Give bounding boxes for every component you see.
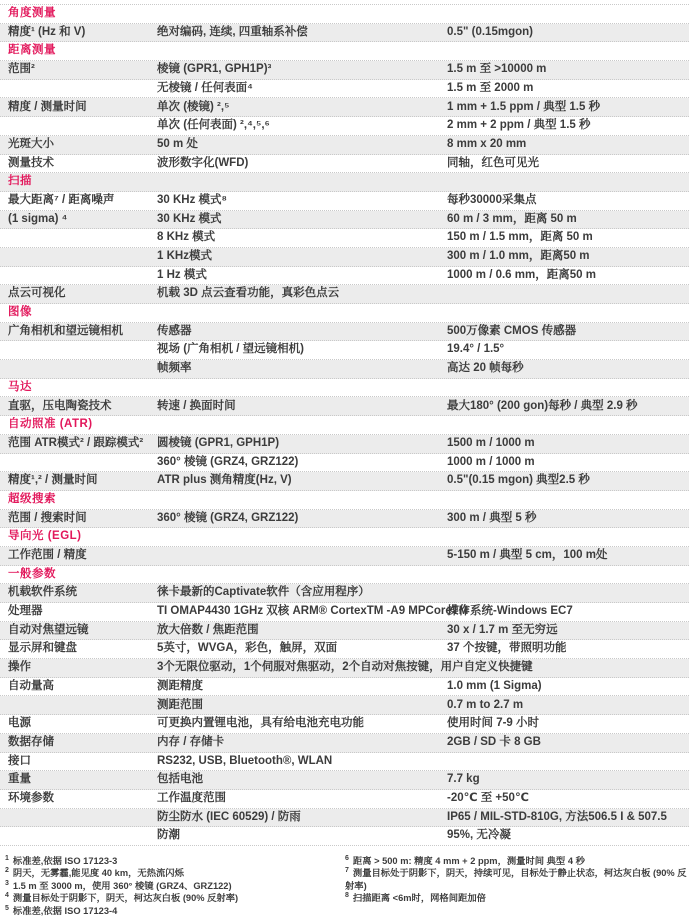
row-value: 60 m / 3 mm，距离 50 m bbox=[447, 212, 577, 225]
row-sublabel: RS232, USB, Bluetooth®, WLAN bbox=[157, 754, 333, 767]
row-label: 精度¹,² / 测量时间 bbox=[8, 474, 98, 487]
row-sublabel: 8 KHz 模式 bbox=[157, 231, 216, 244]
table-row bbox=[0, 192, 689, 211]
table-row bbox=[0, 24, 689, 43]
footnote-text: 测量目标处于阴影下，阴天，持续可见，目标处于静止状态，柯达灰白板 (90% 反射率) bbox=[345, 868, 687, 891]
row-value: 7.7 kg bbox=[447, 773, 480, 786]
row-value: 8 mm x 20 mm bbox=[447, 137, 527, 150]
row-sublabel: 机载 3D 点云查看功能，真彩色点云 bbox=[157, 287, 340, 300]
row-label: 电源 bbox=[8, 717, 31, 730]
row-sublabel: 测距精度 bbox=[157, 679, 203, 692]
footnote bbox=[5, 905, 335, 917]
row-value: 0.7 m to 2.7 m bbox=[447, 698, 524, 711]
row-value: IP65 / MIL-STD-810G, 方法506.5 I & 507.5 bbox=[447, 810, 667, 823]
table-row bbox=[0, 753, 689, 772]
row-sublabel: 包括电池 bbox=[157, 773, 203, 786]
section-header-row bbox=[0, 173, 689, 192]
row-value: 500万像素 CMOS 传感器 bbox=[447, 324, 577, 337]
footnote-marker: 1 bbox=[5, 854, 9, 862]
row-value: 300 m / 1.0 mm，距离50 m bbox=[447, 250, 590, 263]
row-value: 1 mm + 1.5 ppm / 典型 1.5 秒 bbox=[447, 100, 601, 113]
row-sublabel: 1 KHz模式 bbox=[157, 250, 212, 263]
section-title: 导向光 (EGL) bbox=[8, 530, 82, 543]
row-sublabel: 测距范围 bbox=[157, 698, 203, 711]
row-value: 150 m / 1.5 mm，距离 50 m bbox=[447, 231, 593, 244]
table-row bbox=[0, 510, 689, 529]
row-sublabel: 1 Hz 模式 bbox=[157, 268, 207, 281]
row-value: 1.5 m 至 2000 m bbox=[447, 81, 534, 94]
row-label: 自动量高 bbox=[8, 679, 54, 692]
row-value: 1000 m / 0.6 mm，距离50 m bbox=[447, 268, 596, 281]
row-label: 接口 bbox=[8, 754, 31, 767]
footnote bbox=[5, 880, 335, 893]
row-label: 环境参数 bbox=[8, 791, 54, 804]
row-value: 95%, 无冷凝 bbox=[447, 829, 511, 842]
table-row bbox=[0, 454, 689, 473]
footnote-marker: 5 bbox=[5, 904, 9, 912]
section-header-row bbox=[0, 304, 689, 323]
table-row bbox=[0, 809, 689, 828]
row-sublabel: 单次 (棱镜) ²,⁵ bbox=[157, 100, 230, 113]
row-value: -20℃ 至 +50℃ bbox=[447, 791, 529, 804]
table-row bbox=[0, 696, 689, 715]
section-title: 一般参数 bbox=[8, 567, 56, 580]
table-row bbox=[0, 435, 689, 454]
row-value: 高达 20 帧每秒 bbox=[447, 362, 524, 375]
footnote-marker: 8 bbox=[345, 892, 349, 900]
row-value: 19.4° / 1.5° bbox=[447, 343, 505, 356]
row-sublabel: 绝对编码, 连续, 四重轴系补偿 bbox=[157, 25, 308, 38]
row-value: 2GB / SD 卡 8 GB bbox=[447, 735, 541, 748]
row-sublabel: 30 KHz 模式 bbox=[157, 212, 222, 225]
row-label: 广角相机和望远镜相机 bbox=[8, 324, 123, 337]
table-row bbox=[0, 61, 689, 80]
footnote bbox=[345, 867, 688, 892]
footnote-marker: 3 bbox=[5, 879, 9, 887]
row-label: 处理器 bbox=[8, 605, 43, 618]
row-value: 300 m / 典型 5 秒 bbox=[447, 511, 537, 524]
section-header-row bbox=[0, 566, 689, 585]
row-label: 范围² bbox=[8, 63, 35, 76]
row-value: 使用时间 7-9 小时 bbox=[447, 717, 540, 730]
footnote bbox=[345, 892, 688, 905]
row-label: 精度 / 测量时间 bbox=[8, 100, 87, 113]
table-row bbox=[0, 659, 689, 678]
row-value: 每秒30000采集点 bbox=[447, 193, 537, 206]
table-row bbox=[0, 397, 689, 416]
row-value: 同轴，红色可见光 bbox=[447, 156, 539, 169]
row-label: 点云可视化 bbox=[8, 287, 66, 300]
footnote-text: 1.5 m 至 3000 m，使用 360° 棱镜 (GRZ4、GRZ122) bbox=[12, 881, 232, 892]
row-sublabel: 单次 (任何表面) ²,⁴,⁵,⁶ bbox=[157, 119, 270, 132]
footnotes bbox=[0, 855, 688, 917]
row-value: 0.5"(0.15 mgon) 典型2.5 秒 bbox=[447, 474, 590, 487]
footnotes-left-column bbox=[5, 855, 345, 917]
row-label: 自动对焦望远镜 bbox=[8, 623, 89, 636]
section-header-row bbox=[0, 416, 689, 435]
footnote-text: 标准差,依据 ISO 17123-3 bbox=[12, 856, 118, 867]
row-sublabel: 帧频率 bbox=[157, 362, 192, 375]
table-row bbox=[0, 136, 689, 155]
row-sublabel: 徕卡最新的Captivate软件（含应用程序） bbox=[157, 586, 370, 599]
row-value: 1.0 mm (1 Sigma) bbox=[447, 679, 542, 692]
table-row bbox=[0, 229, 689, 248]
row-label: (1 sigma) ⁴ bbox=[8, 212, 68, 225]
row-label: 光斑大小 bbox=[8, 137, 54, 150]
table-row bbox=[0, 267, 689, 286]
table-row bbox=[0, 678, 689, 697]
footnote bbox=[5, 867, 335, 880]
section-title: 角度测量 bbox=[8, 7, 56, 20]
table-row bbox=[0, 790, 689, 809]
table-row bbox=[0, 248, 689, 267]
row-sublabel: 50 m 处 bbox=[157, 137, 198, 150]
table-row bbox=[0, 472, 689, 491]
footnote-text: 阴天，无雾霾,能见度 40 km，无热流闪烁 bbox=[12, 868, 184, 879]
table-row bbox=[0, 117, 689, 136]
row-value: 操作系统-Windows EC7 bbox=[447, 605, 573, 618]
section-header-row bbox=[0, 5, 689, 24]
row-sublabel: 防尘防水 (IEC 60529) / 防雨 bbox=[157, 810, 301, 823]
table-row bbox=[0, 622, 689, 641]
row-value: 30 x / 1.7 m 至无穷远 bbox=[447, 623, 558, 636]
row-value: 5-150 m / 典型 5 cm，100 m处 bbox=[447, 549, 608, 562]
section-header-row bbox=[0, 528, 689, 547]
row-sublabel: 工作温度范围 bbox=[157, 791, 226, 804]
row-value: 1000 m / 1000 m bbox=[447, 455, 535, 468]
row-sublabel: 可更换内置锂电池，具有给电池充电功能 bbox=[157, 717, 364, 730]
row-label: 显示屏和键盘 bbox=[8, 642, 77, 655]
table-row bbox=[0, 323, 689, 342]
row-sublabel: 30 KHz 模式⁸ bbox=[157, 193, 227, 206]
table-row bbox=[0, 285, 689, 304]
row-sublabel: 放大倍数 / 焦距范围 bbox=[157, 623, 259, 636]
footnotes-right-column bbox=[345, 855, 688, 917]
section-title: 超级搜索 bbox=[8, 492, 56, 505]
footnote-marker: 7 bbox=[345, 867, 349, 875]
row-label: 测量技术 bbox=[8, 156, 54, 169]
row-sublabel: 波形数字化(WFD) bbox=[157, 156, 249, 169]
row-sublabel: 圆棱镜 (GPR1, GPH1P) bbox=[157, 436, 280, 449]
table-row bbox=[0, 827, 689, 846]
row-label: 工作范围 / 精度 bbox=[8, 549, 87, 562]
row-sublabel: 内存 / 存储卡 bbox=[157, 735, 225, 748]
section-title: 自动照准 (ATR) bbox=[8, 418, 93, 431]
section-title: 马达 bbox=[8, 380, 32, 393]
row-sublabel: 无棱镜 / 任何表面⁴ bbox=[157, 81, 253, 94]
row-sublabel: 传感器 bbox=[157, 324, 192, 337]
table-row bbox=[0, 360, 689, 379]
row-label: 直驱，压电陶瓷技术 bbox=[8, 399, 112, 412]
row-value: 最大180° (200 gon)每秒 / 典型 2.9 秒 bbox=[447, 399, 638, 412]
row-sublabel: 360° 棱镜 (GRZ4, GRZ122) bbox=[157, 511, 299, 524]
section-title: 扫描 bbox=[8, 175, 32, 188]
row-value: 1500 m / 1000 m bbox=[447, 436, 535, 449]
table-row bbox=[0, 547, 689, 566]
table-row bbox=[0, 98, 689, 117]
row-label: 数据存储 bbox=[8, 735, 54, 748]
table-row bbox=[0, 341, 689, 360]
row-sublabel: 3个无限位驱动，1个伺服对焦驱动，2个自动对焦按键，用户自定义快捷键 bbox=[157, 661, 533, 674]
section-header-row bbox=[0, 491, 689, 510]
row-sublabel: 视场 (广角相机 / 望远镜相机) bbox=[157, 343, 304, 356]
row-value: 1.5 m 至 >10000 m bbox=[447, 63, 547, 76]
footnote-marker: 2 bbox=[5, 867, 9, 875]
table-row bbox=[0, 715, 689, 734]
footnote-text: 扫描距离 <6m时，网格间距加倍 bbox=[352, 893, 486, 904]
footnote bbox=[5, 855, 335, 868]
footnote bbox=[5, 892, 335, 905]
row-value: 0.5" (0.15mgon) bbox=[447, 25, 533, 38]
section-header-row bbox=[0, 42, 689, 61]
row-sublabel: 5英寸，WVGA，彩色，触屏，双面 bbox=[157, 642, 338, 655]
section-title: 图像 bbox=[8, 306, 32, 319]
row-label: 范围 / 搜索时间 bbox=[8, 511, 87, 524]
footnote-text: 距离 > 500 m: 精度 4 mm + 2 ppm，测量时间 典型 4 秒 bbox=[352, 856, 585, 867]
row-value: 2 mm + 2 ppm / 典型 1.5 秒 bbox=[447, 119, 591, 132]
footnote bbox=[345, 855, 688, 868]
row-label: 操作 bbox=[8, 661, 31, 674]
table-row bbox=[0, 80, 689, 99]
table-row bbox=[0, 734, 689, 753]
row-sublabel: 棱镜 (GPR1, GPH1P)³ bbox=[157, 63, 272, 76]
table-row bbox=[0, 211, 689, 230]
row-label: 精度¹ (Hz 和 V) bbox=[8, 25, 86, 38]
table-row bbox=[0, 771, 689, 790]
row-sublabel: 防潮 bbox=[157, 829, 180, 842]
row-value: 37 个按键，带照明功能 bbox=[447, 642, 567, 655]
row-sublabel: 360° 棱镜 (GRZ4, GRZ122) bbox=[157, 455, 299, 468]
table-row bbox=[0, 155, 689, 174]
row-sublabel: TI OMAP4430 1GHz 双核 ARM® CortexTM -A9 MPCoreTM bbox=[157, 605, 469, 618]
row-label: 重量 bbox=[8, 773, 31, 786]
section-header-row bbox=[0, 379, 689, 398]
footnote-marker: 6 bbox=[345, 854, 349, 862]
row-label: 机载软件系统 bbox=[8, 586, 77, 599]
section-title: 距离测量 bbox=[8, 44, 56, 57]
footnote-marker: 4 bbox=[5, 892, 9, 900]
footnote-text: 标准差,依据 ISO 17123-4 bbox=[12, 906, 118, 917]
spec-table bbox=[0, 4, 689, 846]
footnote-text: 测量目标处于阴影下，阴天，柯达灰白板 (90% 反射率) bbox=[12, 893, 239, 904]
row-label: 最大距离⁷ / 距离噪声 bbox=[8, 193, 115, 206]
table-row bbox=[0, 603, 689, 622]
row-sublabel: ATR plus 测角精度(Hz, V) bbox=[157, 474, 292, 487]
table-row bbox=[0, 640, 689, 659]
table-row bbox=[0, 584, 689, 603]
row-label: 范围 ATR模式² / 跟踪模式² bbox=[8, 436, 144, 449]
row-sublabel: 转速 / 换面时间 bbox=[157, 399, 236, 412]
